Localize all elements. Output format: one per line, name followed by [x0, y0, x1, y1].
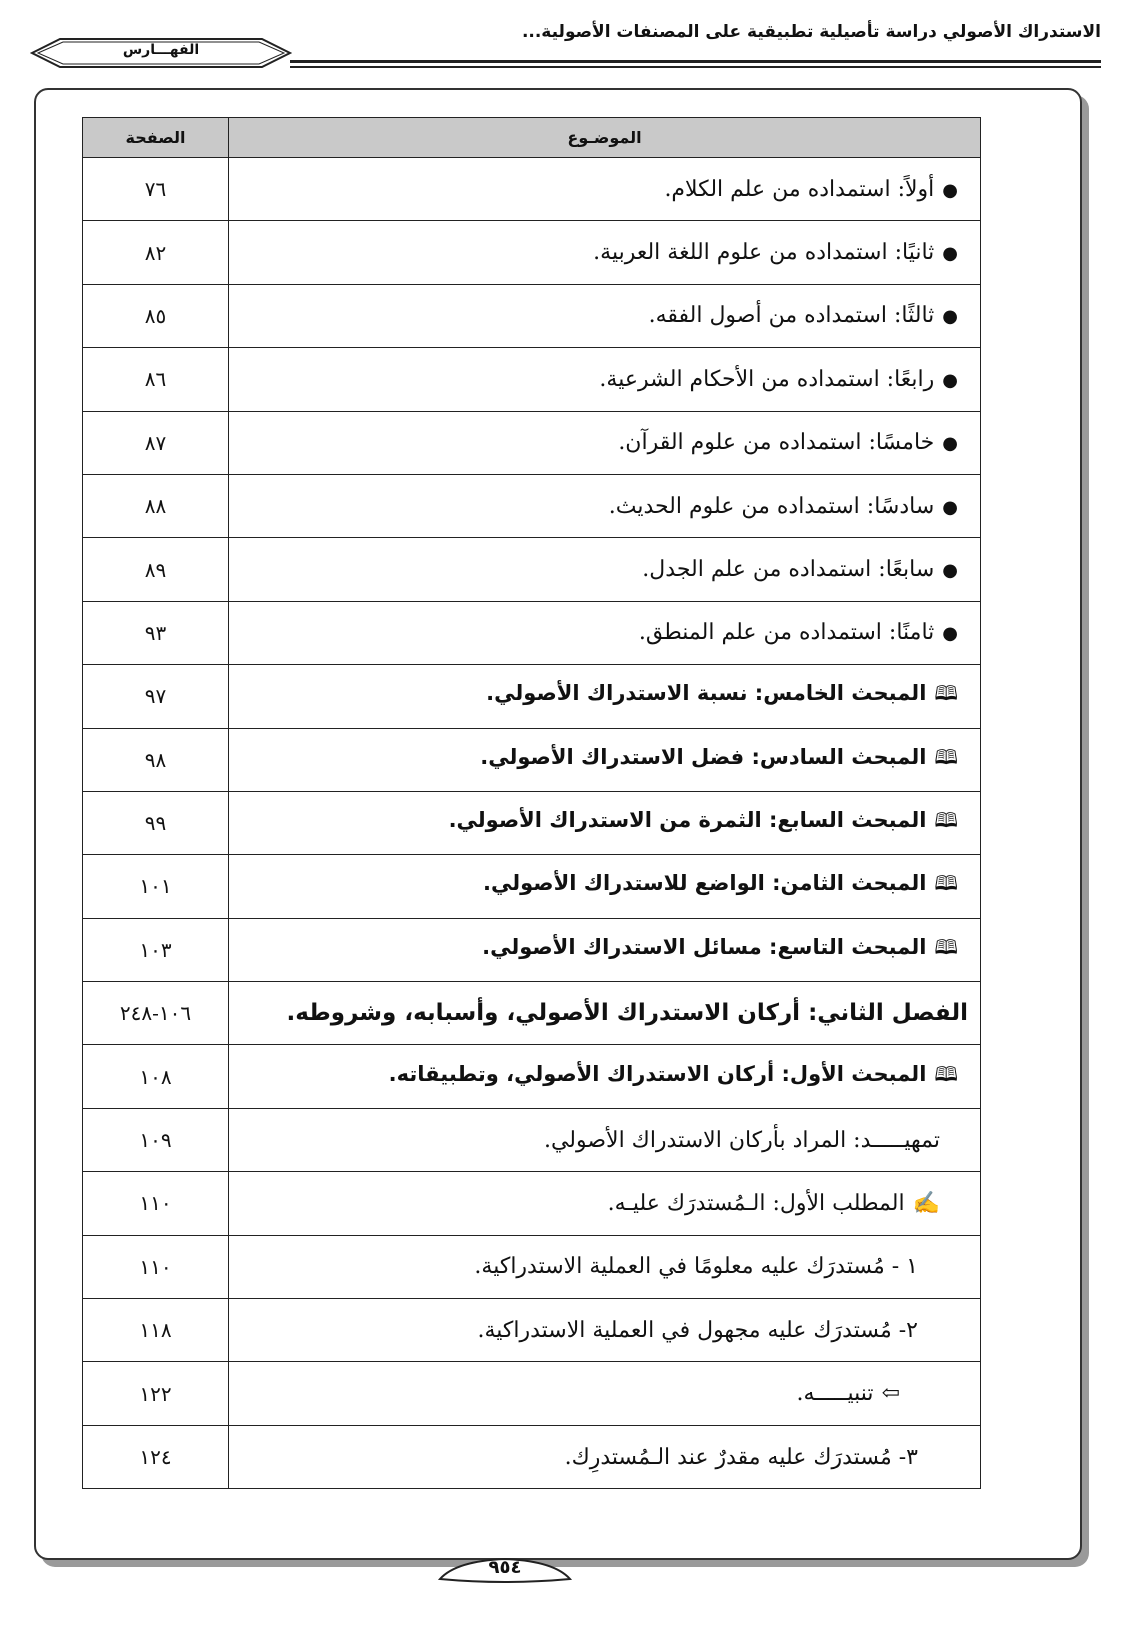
topic-text: المبحث التاسع: مسائل الاستدراك الأصولي. [482, 934, 927, 959]
topic-text: سادسًا: استمداده من علوم الحديث. [608, 493, 935, 519]
bullet-icon: ● [942, 560, 958, 582]
page-column-header: الصفحة [83, 118, 229, 158]
table-row [83, 791, 981, 854]
table-row [83, 1425, 981, 1488]
page-cell: ١٠٨ [83, 1045, 229, 1108]
topic-text: أولاً: استمداده من علم الكلام. [664, 176, 935, 202]
topic-text: سابعًا: استمداده من علم الجدل. [642, 557, 935, 583]
arrow-left-icon: ⇦ [881, 1381, 900, 1407]
table-row [83, 601, 981, 664]
page-cell: ٧٦ [83, 158, 229, 221]
book-icon: 🕮 [934, 871, 958, 896]
page-cell: ١١٠ [83, 1235, 229, 1298]
topic-text: ثانيًا: استمداده من علوم اللغة العربية. [593, 240, 935, 266]
toc-table [82, 117, 981, 1489]
topic-column-header: الموضـوع [229, 118, 981, 158]
table-row [83, 411, 981, 474]
chapter-title: الفصل الثاني: أركان الاستدراك الأصولي، وأسبابه، وشروطه. [286, 1000, 968, 1027]
table-row [83, 665, 981, 728]
book-icon: 🕮 [934, 808, 958, 833]
topic-text: تنبيـــــه. [796, 1381, 874, 1407]
bullet-icon: ● [942, 369, 958, 391]
topic-text: المبحث الثامن: الواضع للاستدراك الأصولي. [483, 871, 927, 896]
topic-text: رابعًا: استمداده من الأحكام الشرعية. [599, 366, 935, 392]
table-row [83, 284, 981, 347]
page-cell: ٩٨ [83, 728, 229, 791]
bullet-icon: ● [942, 496, 958, 518]
page-cell: ١٠٦-٢٤٨ [83, 982, 229, 1045]
bullet-icon: ● [942, 179, 958, 201]
table-row [83, 1108, 981, 1171]
bullet-icon: ● [942, 623, 958, 645]
page-cell: ٩٧ [83, 665, 229, 728]
table-row [83, 538, 981, 601]
page-cell: ١٠١ [83, 855, 229, 918]
page-cell: ٨٢ [83, 221, 229, 284]
bullet-icon: ● [942, 306, 958, 328]
topic-text: تمهيـــــد: المراد بأركان الاستدراك الأصولي. [543, 1127, 940, 1153]
page-cell: ٨٩ [83, 538, 229, 601]
table-row [83, 918, 981, 981]
page-cell: ٨٧ [83, 411, 229, 474]
topic-text: المبحث الخامس: نسبة الاستدراك الأصولي. [486, 681, 927, 706]
page-number: ٩٥٤ [488, 1557, 522, 1578]
page-cell: ١٢٤ [83, 1425, 229, 1488]
page-cell: ٩٩ [83, 791, 229, 854]
book-icon: 🕮 [934, 1061, 958, 1086]
page-cell: ١٠٣ [83, 918, 229, 981]
topic-text: خامسًا: استمداده من علوم القرآن. [618, 430, 935, 456]
topic-text: ٣- مُستدرَك عليه مقدرٌ عند الـمُستدرِك. [564, 1444, 918, 1470]
page-cell: ٨٥ [83, 284, 229, 347]
table-row [83, 982, 981, 1045]
table-row [83, 1235, 981, 1298]
table-row [83, 1172, 981, 1235]
page-number-badge [436, 1553, 574, 1587]
section-label: الفهـــارس [122, 42, 200, 58]
table-row [83, 728, 981, 791]
table-row [83, 1362, 981, 1425]
book-icon: 🕮 [934, 681, 958, 706]
table-row [83, 474, 981, 537]
page-cell: ١١٨ [83, 1299, 229, 1362]
book-icon: 🕮 [934, 744, 958, 769]
topic-text: ثامنًا: استمداده من علم المنطق. [638, 620, 935, 646]
pencil-icon: ✍ [912, 1190, 940, 1216]
table-row [83, 221, 981, 284]
running-title: الاستدراك الأصولي دراسة تأصيلية تطبيقية على المصنفات الأصولية... [521, 22, 1101, 42]
table-row [83, 158, 981, 221]
page-cell: ١٠٩ [83, 1108, 229, 1171]
topic-text: المبحث الأول: أركان الاستدراك الأصولي، وتطبيقاته. [388, 1061, 927, 1086]
topic-text: ٢- مُستدرَك عليه مجهول في العملية الاستدراكية. [477, 1317, 918, 1343]
toc-header-row [83, 118, 981, 158]
book-icon: 🕮 [934, 934, 958, 959]
table-row [83, 1299, 981, 1362]
page-cell: ٨٨ [83, 474, 229, 537]
table-row [83, 1045, 981, 1108]
table-row [83, 855, 981, 918]
topic-text: المبحث السادس: فضل الاستدراك الأصولي. [480, 744, 927, 769]
page-cell: ٩٣ [83, 601, 229, 664]
topic-text: ١ - مُستدرَك عليه معلومًا في العملية الاستدراكية. [474, 1254, 918, 1280]
bullet-icon: ● [942, 433, 958, 455]
page-cell: ٨٦ [83, 348, 229, 411]
topic-text: المطلب الأول: الـمُستدرَك عليـه. [607, 1190, 905, 1216]
section-tab [30, 36, 292, 70]
topic-text: المبحث السابع: الثمرة من الاستدراك الأصولي. [448, 808, 927, 833]
table-row [83, 348, 981, 411]
bullet-icon: ● [942, 243, 958, 265]
page-cell: ١٢٢ [83, 1362, 229, 1425]
page-cell: ١١٠ [83, 1172, 229, 1235]
header-rules [290, 60, 1101, 70]
topic-text: ثالثًا: استمداده من أصول الفقه. [648, 303, 935, 329]
